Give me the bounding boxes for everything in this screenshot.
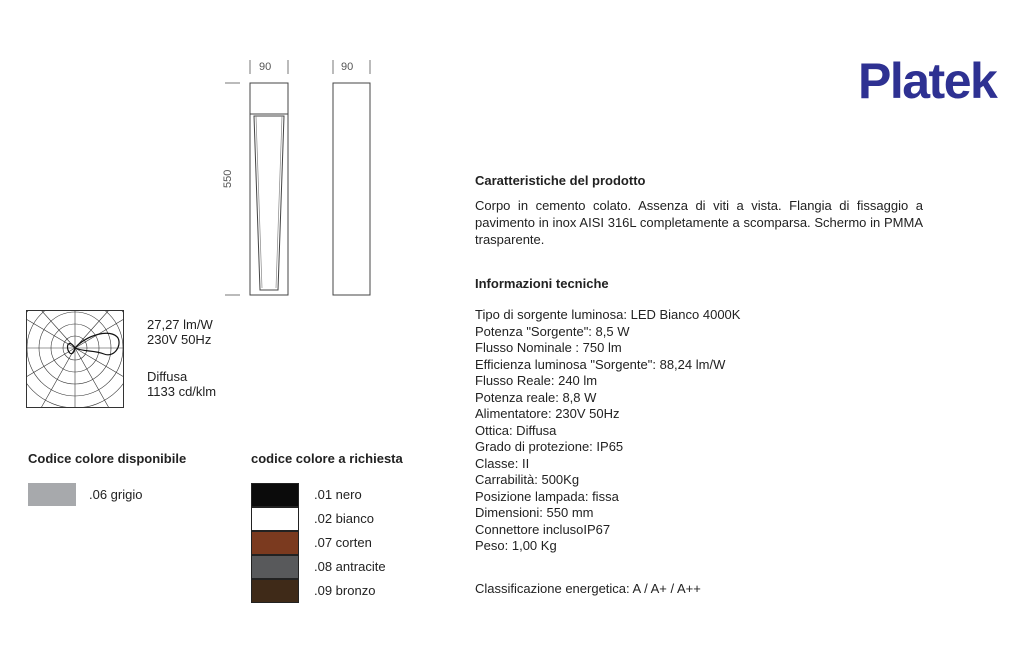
spec-dimensions: Dimensioni: 550 mm — [475, 505, 594, 520]
technical-title: Informazioni tecniche — [475, 276, 609, 291]
swatch-bianco — [251, 507, 299, 531]
side-view — [333, 83, 370, 295]
spec-position: Posizione lampada: fissa — [475, 488, 619, 504]
distribution-value: Diffusa — [147, 369, 188, 384]
spec-source-power: Potenza "Sorgente": 8,5 W — [475, 323, 630, 339]
front-view — [250, 83, 288, 295]
spec-real-power: Potenza reale: 8,8 W — [475, 389, 597, 405]
swatch-label-corten: .07 corten — [314, 535, 372, 550]
technical-specs-list — [475, 307, 740, 555]
swatch-corten — [251, 531, 299, 555]
available-colors-title: Codice colore disponibile — [28, 451, 187, 466]
product-title: Caratteristiche del prodotto — [475, 173, 646, 188]
spec-class: Classe: II — [475, 455, 530, 471]
spec-source-efficiency: Efficienza luminosa "Sorgente": 88,24 lm/W — [475, 356, 726, 372]
swatch-label-bianco: .02 bianco — [314, 511, 374, 526]
swatch-label-nero: .01 nero — [314, 487, 362, 502]
spec-source-type: Tipo di sorgente luminosa: LED Bianco 4000K — [475, 307, 741, 322]
spec-power-supply: Alimentatore: 230V 50Hz — [475, 406, 620, 421]
energy-class: Classificazione energetica: A / A+ / A++ — [475, 581, 701, 596]
swatch-label-bronzo: .09 bronzo — [314, 583, 376, 598]
spec-optics: Ottica: Diffusa — [475, 422, 557, 438]
polar-light-distribution-diagram — [26, 310, 124, 408]
side-width-label: 90 — [341, 61, 354, 73]
intensity-value: 1133 cd/klm — [147, 384, 217, 399]
spec-nominal-flux: Flusso Nominale : 750 lm — [475, 340, 622, 355]
product-description: Corpo in cemento colato. Assenza di viti a vista. Flangia di fissaggio a pavimento in inox AISI 316L completamente a scomparsa. Schermo in PMMA trasparente. — [475, 198, 923, 247]
swatch-grigio — [28, 483, 76, 506]
height-label: 550 — [222, 169, 234, 188]
swatch-antracite — [251, 555, 299, 579]
request-colors-title: codice colore a richiesta — [251, 451, 403, 466]
swatch-nero — [251, 483, 299, 507]
front-width-label: 90 — [259, 61, 272, 73]
spec-weight: Peso: 1,00 Kg — [475, 538, 557, 553]
bollard-technical-drawing — [220, 56, 380, 302]
height-dimension — [225, 83, 240, 295]
platek-logo: Platek — [858, 53, 997, 109]
efficiency-value: 27,27 lm/W — [147, 317, 213, 332]
spec-protection: Grado di protezione: IP65 — [475, 439, 624, 454]
spec-load: Carrabilità: 500Kg — [475, 472, 580, 487]
power-supply-value: 230V 50Hz — [147, 332, 212, 347]
swatch-label-grigio: .06 grigio — [89, 487, 143, 502]
spec-real-flux: Flusso Reale: 240 lm — [475, 373, 598, 388]
swatch-label-antracite: .08 antracite — [314, 559, 386, 574]
swatch-bronzo — [251, 579, 299, 603]
spec-connector: Connettore inclusoIP67 — [475, 521, 611, 537]
